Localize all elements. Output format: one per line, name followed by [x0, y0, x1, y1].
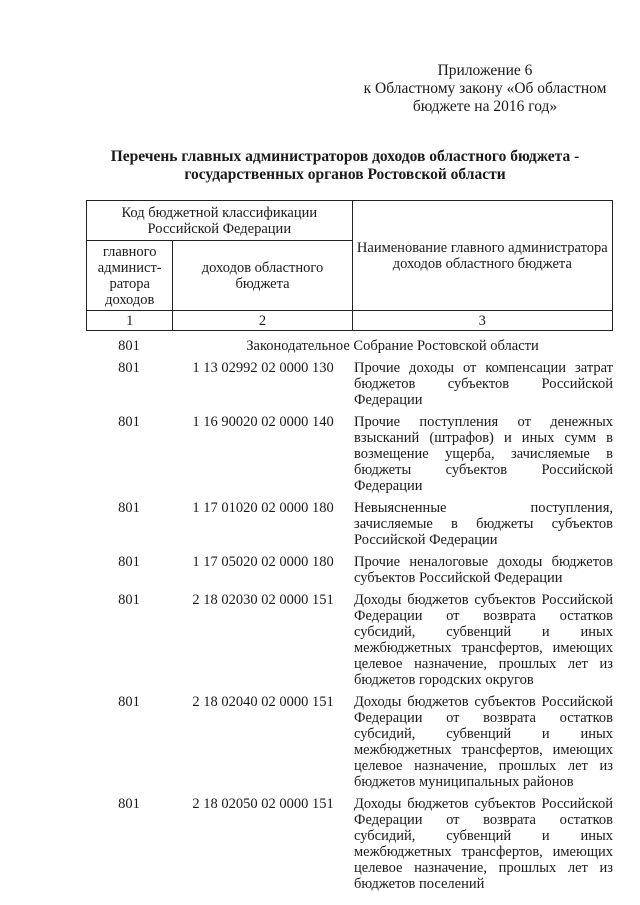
revenue-code: 2 18 02030 02 0000 151 — [192, 592, 334, 608]
appendix-line-1: Приложение 6 — [437, 62, 533, 79]
revenue-name: Доходы бюджетов субъектов Российской Федерации от возврата остатков субсидий, субвенций и иных межбюджетных трансфертов, имеющих целевое назначение, прошлых лет из бюджетов городских округов — [354, 592, 613, 688]
table-row — [86, 554, 613, 586]
header-col-name: Наименование главного администратора доходов областного бюджета — [352, 201, 612, 311]
document-title — [60, 148, 630, 184]
header-num-2: 2 — [173, 311, 352, 331]
revenue-name: Прочие неналоговые доходы бюджетов субъектов Российской Федерации — [354, 554, 613, 586]
revenue-name: Доходы бюджетов субъектов Российской Федерации от возврата остатков субсидий, субвенций и иных межбюджетных трансфертов, имеющих целевое назначение, прошлых лет из бюджетов муниципальных районов — [354, 694, 613, 790]
title-line-2: государственных органов Ростовской области — [184, 166, 506, 183]
table-row — [86, 694, 613, 790]
org-name: Законодательное Собрание Ростовской области — [246, 338, 539, 354]
revenue-code: 2 18 02040 02 0000 151 — [192, 694, 334, 710]
table-row — [86, 500, 613, 548]
header-col-code: доходов областного бюджета — [173, 241, 352, 311]
revenue-code: 1 17 01020 02 0000 180 — [192, 500, 334, 516]
admin-code: 801 — [118, 592, 140, 608]
header-group-code: Код бюджетной классификации Российской Федерации — [87, 201, 353, 241]
admin-code: 801 — [118, 360, 140, 376]
revenue-name: Прочие поступления от денежных взысканий (штрафов) и иных сумм в возмещение ущерба, зачисляемые в бюджеты субъектов Российской Федерации — [354, 414, 613, 494]
appendix-line-2: к Областному закону «Об областном — [363, 80, 607, 97]
table-row — [86, 414, 613, 494]
appendix-line-3: бюджете на 2016 год» — [412, 98, 558, 115]
revenue-code: 1 16 90020 02 0000 140 — [192, 414, 334, 430]
table-row — [86, 360, 613, 408]
header-num-3: 3 — [352, 311, 612, 331]
appendix-note — [360, 62, 610, 116]
admin-code: 801 — [118, 500, 140, 516]
admin-code: 801 — [118, 414, 140, 430]
header-num-1: 1 — [87, 311, 173, 331]
org-admin-code: 801 — [118, 338, 140, 354]
organization-row — [86, 338, 613, 354]
table-body — [86, 338, 613, 898]
header-col-admin: главного админист-ратора доходов — [87, 241, 173, 311]
table-row — [86, 796, 613, 892]
admin-code: 801 — [118, 694, 140, 710]
title-line-1: Перечень главных администраторов доходов областного бюджета - — [110, 148, 580, 165]
revenue-code: 2 18 02050 02 0000 151 — [192, 796, 334, 812]
revenue-code: 1 17 05020 02 0000 180 — [192, 554, 334, 570]
revenue-name: Доходы бюджетов субъектов Российской Федерации от возврата остатков субсидий, субвенций и иных межбюджетных трансфертов, имеющих целевое назначение, прошлых лет из бюджетов поселений — [354, 796, 613, 892]
revenue-code: 1 13 02992 02 0000 130 — [192, 360, 334, 376]
table-row — [86, 592, 613, 688]
table-header — [86, 200, 613, 331]
revenue-name: Прочие доходы от компенсации затрат бюджетов субъектов Российской Федерации — [354, 360, 613, 408]
admin-code: 801 — [118, 554, 140, 570]
admin-code: 801 — [118, 796, 140, 812]
revenue-name: Невыясненные поступления, зачисляемые в бюджеты субъектов Российской Федерации — [354, 500, 613, 548]
